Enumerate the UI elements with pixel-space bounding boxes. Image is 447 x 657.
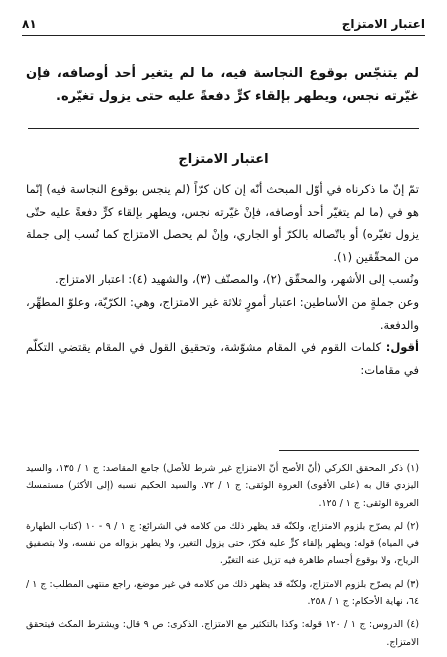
paragraph-4-text: كلمات القوم في المقام مشوّشة، وتحقيق القول في المقام يقتضي التكلّم في مقامات: [26, 340, 419, 377]
section-title: اعتبار الامتزاج [178, 152, 269, 167]
footnote-3: (٣) لم يصرّح بلزوم الامتزاج، ولكنّه قد يظهر ذلك من كلامه في غير موضع، راجع منتهى المطلب: ج ١ / ٦٤، نهاية الأحكام: ج ١ / ٢٥٨. [26, 578, 420, 608]
footnote-4: (٤) الدروس: ج ١ / ١٢٠ قوله: وكذا بالتكثير مع الامتزاج. الذكرى: ص ٩ قال: ويشترط المكث فيتحقق الامتزاج. [26, 619, 419, 648]
page-number: ٨١ [22, 17, 37, 31]
body-text [26, 178, 419, 381]
intro-rule [28, 128, 419, 129]
footnote-2: (٢) لم يصرّح بلزوم الامتزاج، ولكنّه قد يظهر ذلك من كلامه في الشرائع: ج ١ / ٩ - ١٠ (كتاب الطهارة في المياه) قوله: ويطهر بإلقاء كرٍّ عليه فكرّ، حتى يزول التغير، ولا يطهر بزواله من نفسه، ولا بتصفيق الرياح، ولا بوقوع أجسام طاهرة فيه تزيل عنه التغيّر. [26, 520, 419, 567]
paragraph-lead: أقول: [385, 340, 419, 355]
paragraph-4 [26, 336, 419, 381]
footnote-rule [279, 450, 419, 451]
intro-text: لم يتنجّس بوقوع النجاسة فيه، ما لم يتغير أحد أوصافه، فإن غيّرته نجس، ويطهر بإلقاء كرٍّ دفعةً عليه حتى يزول تغيّره. [26, 66, 419, 104]
paragraph-2: ونُسب إلى الأشهر، والمحقّق (٢)، والمصنّف (٣)، والشهيد (٤): اعتبار الامتزاج. [54, 272, 419, 287]
paragraph-3: وعن جملةٍ من الأساطين: اعتبار أمورٍ ثلاثة غير الامتزاج، وهي: الكرّيّة، وعلوّ المطهِّر، والدفعة. [26, 294, 419, 332]
running-header [22, 14, 425, 34]
paragraph-1: تمّ إنّ ما ذكرناه في أوّل المبحث أنّه إن كان كرّاً (لم ينجس بوقوع النجاسة فيه) إنّما هو في (ما لم يتغيّر أحد أوصافه، فإنْ غيّرته نجس، ويطهر بإلقاء كرٍّ دفعةً عليه حتّى يزول تغيّره) أو باتّصاله بالكرّ أو الجاري، وإنْ لم يحصل الامتزاج كما نُسب إلى جملة من المحقّقين (١). [26, 182, 419, 264]
footnote-1: (١) ذكر المحقق الكركي (أنّ الأصح أنّ الامتزاج غير شرط للأصل) جامع المقاصد: ج ١ / ١٣٥، والسيد اليزدي قال به (على الأقوى) العروة الوثقى: ج ١ / ٧٢. والسيد الحكيم نسبه (إلى الأكثر) مستمسك العروة الوثقى: ج ١ / ١٢٥. [26, 463, 420, 509]
chapter-title: اعتبار الامتزاج [341, 17, 425, 31]
footnotes [26, 460, 419, 657]
header-rule [22, 35, 425, 36]
